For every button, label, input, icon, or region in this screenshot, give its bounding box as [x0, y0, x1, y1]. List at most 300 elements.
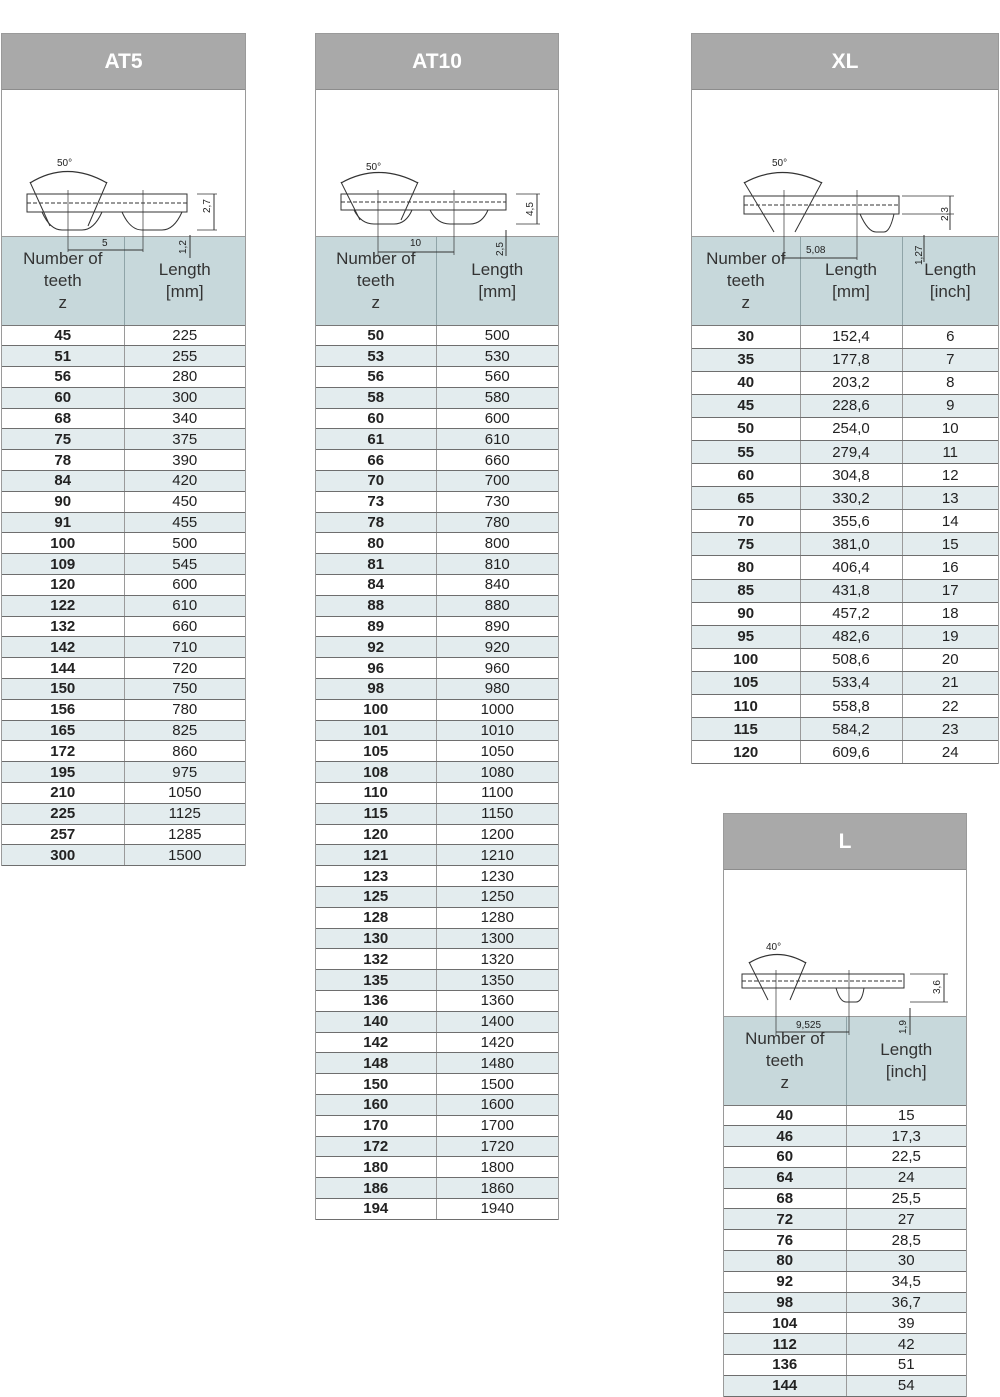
teeth-cell: 91	[2, 512, 124, 533]
table-row	[316, 595, 558, 616]
table-row	[316, 762, 558, 783]
table-row	[724, 1147, 966, 1168]
table-row	[2, 762, 245, 783]
table-row	[2, 575, 245, 596]
table-body	[2, 325, 245, 866]
table-row	[316, 658, 558, 679]
table-row	[316, 616, 558, 637]
teeth-cell: 72	[724, 1209, 846, 1230]
length-cell: 508,6	[800, 648, 902, 671]
table-row	[692, 417, 998, 440]
teeth-cell: 92	[316, 637, 436, 658]
teeth-cell: 46	[724, 1126, 846, 1147]
table-row	[692, 371, 998, 394]
table-row	[316, 408, 558, 429]
length-cell: 28,5	[846, 1230, 966, 1251]
teeth-cell: 98	[724, 1292, 846, 1313]
teeth-cell: 142	[2, 637, 124, 658]
teeth-cell: 78	[316, 512, 436, 533]
panel-at10	[315, 33, 559, 1220]
table-row	[2, 533, 245, 554]
teeth-cell: 120	[316, 824, 436, 845]
belt-profile-drawing	[724, 870, 966, 1034]
table-row	[2, 845, 245, 866]
table-row	[316, 803, 558, 824]
table-row	[692, 602, 998, 625]
teeth-cell: 75	[692, 533, 800, 556]
length-cell: 700	[436, 471, 558, 492]
length-cell: 600	[436, 408, 558, 429]
teeth-cell: 60	[692, 464, 800, 487]
height-label: 2,3	[940, 207, 951, 221]
length-cell: 730	[436, 491, 558, 512]
teeth-cell: 104	[724, 1313, 846, 1334]
length-cell: 228,6	[800, 394, 902, 417]
table-row	[692, 487, 998, 510]
teeth-cell: 76	[724, 1230, 846, 1251]
length-cell: 840	[436, 575, 558, 596]
table-row	[692, 325, 998, 348]
header-length: Length [mm]	[436, 237, 558, 325]
table-row	[2, 741, 245, 762]
table-row	[316, 866, 558, 887]
teeth-cell: 66	[316, 450, 436, 471]
length-cell: 12	[902, 464, 998, 487]
teeth-cell: 96	[316, 658, 436, 679]
length-cell: 42	[846, 1334, 966, 1355]
length-cell: 1150	[436, 803, 558, 824]
teeth-cell: 80	[316, 533, 436, 554]
teeth-cell: 84	[2, 471, 124, 492]
angle-label: 50°	[366, 162, 382, 173]
length-cell: 1230	[436, 866, 558, 887]
table-row	[724, 1375, 966, 1396]
teeth-cell: 95	[692, 625, 800, 648]
length-cell: 1250	[436, 887, 558, 908]
teeth-cell: 81	[316, 554, 436, 575]
length-cell: 1300	[436, 928, 558, 949]
table-row	[316, 741, 558, 762]
table-row	[2, 783, 245, 804]
table-row	[2, 679, 245, 700]
table-row	[316, 1053, 558, 1074]
length-cell: 255	[124, 346, 245, 367]
table-row	[2, 720, 245, 741]
height-label: 4,5	[525, 202, 536, 216]
teeth-cell: 56	[316, 367, 436, 388]
table-body	[724, 1105, 966, 1396]
teeth-cell: 110	[692, 695, 800, 718]
length-cell: 1360	[436, 991, 558, 1012]
length-cell: 54	[846, 1375, 966, 1396]
teeth-cell: 88	[316, 595, 436, 616]
length-cell: 1500	[124, 845, 245, 866]
table-row	[316, 387, 558, 408]
table-row	[2, 387, 245, 408]
panel-title: L	[724, 814, 966, 870]
length-cell: 1050	[124, 783, 245, 804]
teeth-cell: 60	[724, 1147, 846, 1168]
length-cell: 482,6	[800, 625, 902, 648]
length-cell: 1350	[436, 970, 558, 991]
table-row	[692, 579, 998, 602]
length-cell: 375	[124, 429, 245, 450]
table-row	[2, 803, 245, 824]
pitch-label: 5,08	[806, 245, 826, 256]
length-cell: 450	[124, 491, 245, 512]
length-cell: 24	[902, 741, 998, 764]
length-cell: 610	[436, 429, 558, 450]
teeth-cell: 84	[316, 575, 436, 596]
length-cell: 600	[124, 575, 245, 596]
teeth-cell: 130	[316, 928, 436, 949]
length-cell: 22,5	[846, 1147, 966, 1168]
teeth-cell: 40	[692, 371, 800, 394]
table-body	[692, 325, 998, 764]
length-cell: 203,2	[800, 371, 902, 394]
table-row	[316, 949, 558, 970]
teeth-cell: 30	[692, 325, 800, 348]
table-row	[316, 637, 558, 658]
table-row	[316, 1198, 558, 1219]
pitch-label: 10	[410, 238, 422, 249]
teeth-cell: 172	[2, 741, 124, 762]
teeth-cell: 61	[316, 429, 436, 450]
teeth-cell: 109	[2, 554, 124, 575]
length-cell: 1200	[436, 824, 558, 845]
angle-label: 50°	[772, 158, 788, 169]
length-cell: 177,8	[800, 348, 902, 371]
table-row	[316, 1032, 558, 1053]
length-cell: 1080	[436, 762, 558, 783]
table-row	[692, 718, 998, 741]
teeth-cell: 90	[2, 491, 124, 512]
teeth-cell: 135	[316, 970, 436, 991]
table-row	[692, 695, 998, 718]
teeth-cell: 105	[692, 671, 800, 694]
teeth-cell: 50	[316, 325, 436, 346]
teeth-cell: 73	[316, 491, 436, 512]
table-row	[316, 887, 558, 908]
length-cell: 21	[902, 671, 998, 694]
length-cell: 17	[902, 579, 998, 602]
length-cell: 810	[436, 554, 558, 575]
table-row	[724, 1188, 966, 1209]
length-cell: 960	[436, 658, 558, 679]
teeth-cell: 80	[724, 1251, 846, 1272]
length-cell: 610	[124, 595, 245, 616]
tooth-height-label: 1,2	[178, 240, 189, 254]
table-row	[316, 325, 558, 346]
length-cell: 500	[436, 325, 558, 346]
length-cell: 800	[436, 533, 558, 554]
length-cell: 1010	[436, 720, 558, 741]
table-row	[316, 1157, 558, 1178]
teeth-cell: 300	[2, 845, 124, 866]
table-row	[724, 1167, 966, 1188]
angle-label: 50°	[57, 158, 73, 169]
header-length: Length [mm]	[124, 237, 245, 325]
table-row	[316, 554, 558, 575]
teeth-cell: 50	[692, 417, 800, 440]
teeth-cell: 172	[316, 1136, 436, 1157]
tooth-height-label: 1,27	[914, 245, 925, 265]
teeth-cell: 170	[316, 1115, 436, 1136]
table-row	[316, 970, 558, 991]
table-row	[316, 512, 558, 533]
header-teeth: Number of teeth z	[316, 237, 436, 325]
length-cell: 825	[124, 720, 245, 741]
length-cell: 23	[902, 718, 998, 741]
teeth-cell: 144	[724, 1375, 846, 1396]
table-row	[2, 491, 245, 512]
teeth-cell: 128	[316, 907, 436, 928]
length-cell: 1500	[436, 1074, 558, 1095]
table-row	[316, 1136, 558, 1157]
table-row	[2, 367, 245, 388]
table-row	[2, 637, 245, 658]
teeth-cell: 65	[692, 487, 800, 510]
belt-profile-drawing	[316, 90, 558, 256]
table-row	[316, 1178, 558, 1199]
table-row	[316, 699, 558, 720]
table-row	[2, 408, 245, 429]
teeth-cell: 165	[2, 720, 124, 741]
table-row	[724, 1355, 966, 1376]
belt-profile-diagram	[692, 90, 998, 265]
length-cell: 20	[902, 648, 998, 671]
teeth-cell: 75	[2, 429, 124, 450]
table-row	[2, 554, 245, 575]
length-cell: 1285	[124, 824, 245, 845]
teeth-cell: 112	[724, 1334, 846, 1355]
teeth-cell: 120	[2, 575, 124, 596]
teeth-cell: 100	[316, 699, 436, 720]
table-row	[316, 1115, 558, 1136]
teeth-cell: 70	[316, 471, 436, 492]
teeth-cell: 121	[316, 845, 436, 866]
teeth-cell: 70	[692, 510, 800, 533]
length-cell: 920	[436, 637, 558, 658]
table-row	[692, 625, 998, 648]
table-row	[316, 1074, 558, 1095]
teeth-cell: 195	[2, 762, 124, 783]
table-row	[724, 1271, 966, 1292]
length-cell: 431,8	[800, 579, 902, 602]
teeth-cell: 56	[2, 367, 124, 388]
teeth-cell: 108	[316, 762, 436, 783]
length-cell: 6	[902, 325, 998, 348]
table-row	[316, 783, 558, 804]
length-cell: 660	[436, 450, 558, 471]
length-cell: 975	[124, 762, 245, 783]
teeth-cell: 55	[692, 440, 800, 463]
table-row	[316, 367, 558, 388]
length-cell: 390	[124, 450, 245, 471]
teeth-cell: 120	[692, 741, 800, 764]
teeth-cell: 89	[316, 616, 436, 637]
teeth-cell: 110	[316, 783, 436, 804]
teeth-cell: 68	[724, 1188, 846, 1209]
table-row	[2, 429, 245, 450]
table-row	[692, 533, 998, 556]
lengths-table	[316, 237, 558, 1220]
teeth-cell: 60	[316, 408, 436, 429]
teeth-cell: 148	[316, 1053, 436, 1074]
length-cell: 19	[902, 625, 998, 648]
belt-profile-diagram	[724, 870, 966, 1034]
teeth-cell: 98	[316, 679, 436, 700]
table-row	[692, 394, 998, 417]
table-row	[316, 1011, 558, 1032]
teeth-cell: 60	[2, 387, 124, 408]
table-row	[724, 1251, 966, 1272]
length-cell: 25,5	[846, 1188, 966, 1209]
table-row	[724, 1230, 966, 1251]
table-row	[724, 1105, 966, 1126]
length-cell: 15	[846, 1105, 966, 1126]
teeth-cell: 92	[724, 1271, 846, 1292]
teeth-cell: 125	[316, 887, 436, 908]
table-row	[316, 346, 558, 367]
table-row	[724, 1126, 966, 1147]
table-row	[2, 658, 245, 679]
length-cell: 15	[902, 533, 998, 556]
teeth-cell: 64	[724, 1167, 846, 1188]
table-row	[316, 450, 558, 471]
length-cell: 22	[902, 695, 998, 718]
table-row	[2, 699, 245, 720]
teeth-cell: 150	[316, 1074, 436, 1095]
length-cell: 18	[902, 602, 998, 625]
length-cell: 890	[436, 616, 558, 637]
teeth-cell: 40	[724, 1105, 846, 1126]
teeth-cell: 115	[692, 718, 800, 741]
teeth-cell: 90	[692, 602, 800, 625]
length-cell: 710	[124, 637, 245, 658]
length-cell: 980	[436, 679, 558, 700]
length-cell: 880	[436, 595, 558, 616]
length-cell: 304,8	[800, 464, 902, 487]
teeth-cell: 78	[2, 450, 124, 471]
teeth-cell: 194	[316, 1198, 436, 1219]
length-cell: 10	[902, 417, 998, 440]
header-length-inch: Length [inch]	[902, 237, 998, 325]
table-row	[724, 1209, 966, 1230]
length-cell: 609,6	[800, 741, 902, 764]
height-label: 2,7	[202, 199, 213, 213]
table-row	[2, 616, 245, 637]
teeth-cell: 142	[316, 1032, 436, 1053]
length-cell: 500	[124, 533, 245, 554]
length-cell: 1400	[436, 1011, 558, 1032]
length-cell: 7	[902, 348, 998, 371]
table-row	[2, 595, 245, 616]
length-cell: 279,4	[800, 440, 902, 463]
length-cell: 24	[846, 1167, 966, 1188]
length-cell: 1860	[436, 1178, 558, 1199]
header-length-mm: Length [mm]	[800, 237, 902, 325]
teeth-cell: 225	[2, 803, 124, 824]
table-row	[316, 928, 558, 949]
table-row	[692, 671, 998, 694]
length-cell: 51	[846, 1355, 966, 1376]
belt-profile-drawing	[2, 90, 245, 254]
tooth-height-label: 2,5	[495, 242, 506, 256]
teeth-cell: 132	[2, 616, 124, 637]
length-cell: 1050	[436, 741, 558, 762]
length-cell: 8	[902, 371, 998, 394]
teeth-cell: 53	[316, 346, 436, 367]
table-row	[692, 464, 998, 487]
teeth-cell: 100	[2, 533, 124, 554]
teeth-cell: 85	[692, 579, 800, 602]
teeth-cell: 80	[692, 556, 800, 579]
length-cell: 860	[124, 741, 245, 762]
teeth-cell: 136	[316, 991, 436, 1012]
teeth-cell: 105	[316, 741, 436, 762]
header-teeth: Number of teeth z	[692, 237, 800, 325]
belt-profile-diagram	[2, 90, 245, 254]
table-row	[692, 440, 998, 463]
teeth-cell: 180	[316, 1157, 436, 1178]
table-row	[692, 510, 998, 533]
teeth-cell: 210	[2, 783, 124, 804]
teeth-cell: 156	[2, 699, 124, 720]
lengths-table	[2, 237, 245, 866]
table-row	[724, 1313, 966, 1334]
table-row	[692, 556, 998, 579]
table-row	[2, 450, 245, 471]
table-row	[2, 325, 245, 346]
table-row	[316, 471, 558, 492]
belt-profile-drawing	[692, 90, 998, 265]
length-cell: 300	[124, 387, 245, 408]
teeth-cell: 45	[692, 394, 800, 417]
table-row	[316, 824, 558, 845]
panel-title: XL	[692, 34, 998, 90]
length-cell: 1420	[436, 1032, 558, 1053]
teeth-cell: 160	[316, 1094, 436, 1115]
length-cell: 16	[902, 556, 998, 579]
teeth-cell: 51	[2, 346, 124, 367]
pitch-label: 9,525	[796, 1020, 822, 1031]
length-cell: 11	[902, 440, 998, 463]
length-cell: 1125	[124, 803, 245, 824]
length-cell: 1600	[436, 1094, 558, 1115]
tooth-height-label: 1,9	[898, 1020, 909, 1034]
length-cell: 330,2	[800, 487, 902, 510]
length-cell: 558,8	[800, 695, 902, 718]
teeth-cell: 35	[692, 348, 800, 371]
table-row	[316, 845, 558, 866]
length-cell: 36,7	[846, 1292, 966, 1313]
teeth-cell: 150	[2, 679, 124, 700]
table-row	[316, 907, 558, 928]
length-cell: 457,2	[800, 602, 902, 625]
height-label: 3,6	[932, 980, 943, 994]
teeth-cell: 115	[316, 803, 436, 824]
length-cell: 584,2	[800, 718, 902, 741]
length-cell: 533,4	[800, 671, 902, 694]
length-cell: 530	[436, 346, 558, 367]
table-row	[2, 346, 245, 367]
table-row	[316, 679, 558, 700]
teeth-cell: 144	[2, 658, 124, 679]
length-cell: 560	[436, 367, 558, 388]
length-cell: 340	[124, 408, 245, 429]
length-cell: 545	[124, 554, 245, 575]
